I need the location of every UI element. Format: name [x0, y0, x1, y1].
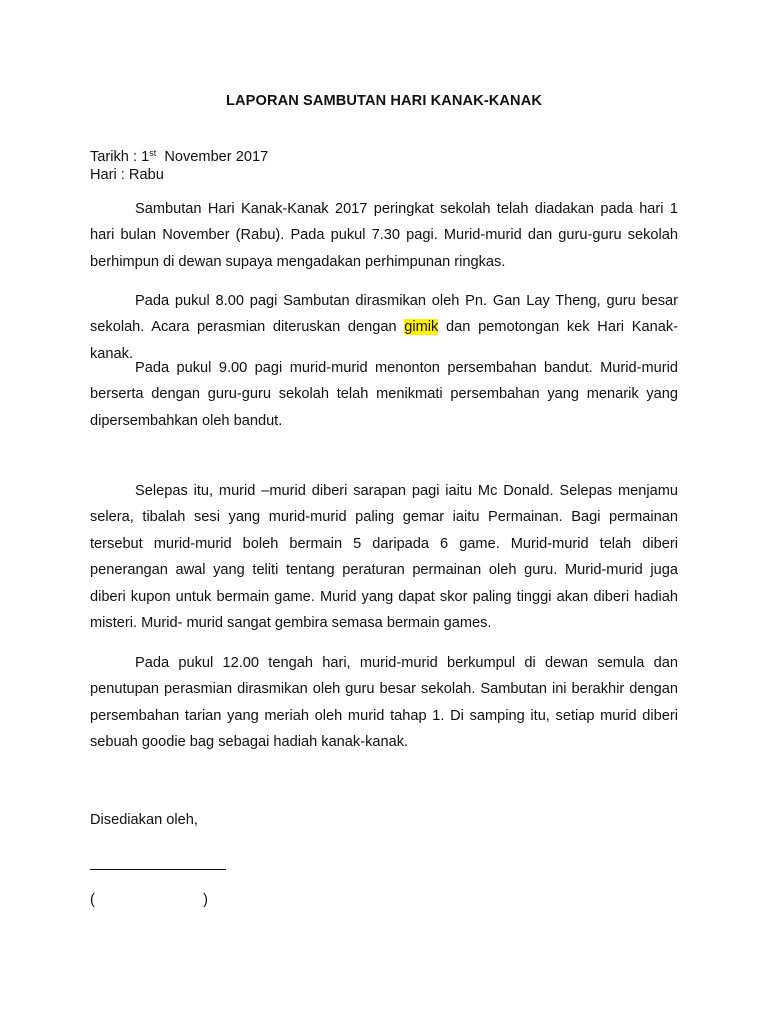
date-label: Tarikh : 1 [90, 149, 150, 165]
date-line [90, 148, 268, 166]
paragraph-5: Pada pukul 12.00 tengah hari, murid-murid berkumpul di dewan semula dan penutupan perasmian dirasmikan oleh guru besar sekolah. Sambutan ini berakhir dengan persembahan tarian yang meriah oleh murid tahap 1. Di samping itu, setiap murid diberi sebuah goodie bag sebagai hadiah kanak-kanak. [90, 655, 678, 751]
prepared-by-label: Disediakan oleh, [90, 812, 198, 828]
highlighted-word: gimik [404, 319, 439, 336]
paragraph-2-before: Pada pukul 8.00 pagi Sambutan dirasmikan oleh Pn. Gan Lay Theng, guru besar sekolah. Acara perasmian diteruskan dengan [90, 293, 678, 336]
date-rest: November 2017 [156, 149, 269, 165]
paren-close: ) [203, 892, 208, 908]
paren-open: ( [90, 892, 95, 908]
paragraph-3: Pada pukul 9.00 pagi murid-murid menonton persembahan bandut. Murid-murid berserta dengan guru-guru sekolah telah menikmati persembahan yang menarik yang dipersembahkan oleh bandut. [90, 360, 678, 429]
paragraph-2-after: dan pemotongan kek Hari Kanak-kanak. [90, 319, 678, 362]
paragraph-4: Selepas itu, murid –murid diberi sarapan pagi iaitu Mc Donald. Selepas menjamu selera, tibalah sesi yang murid-murid paling gemar iaitu Permainan. Bagi permainan tersebut murid-murid boleh bermain 5 daripada 6 game. Murid-murid telah diberi penerangan awal yang teliti tentang peraturan permainan oleh guru. Murid-murid juga diberi kupon untuk bermain game. Murid yang dapat skor paling tinggi akan diberi hadiah misteri. Murid- murid sangat gembira semasa bermain games. [90, 483, 678, 632]
document-meta [90, 148, 268, 184]
paragraph-1: Sambutan Hari Kanak-Kanak 2017 peringkat sekolah telah diadakan pada hari 1 hari bulan November (Rabu). Pada pukul 7.30 pagi. Murid-murid dan guru-guru sekolah berhimpun di dewan supaya mengadakan perhimpunan ringkas. [90, 201, 678, 270]
date-suffix: st [149, 148, 157, 158]
day-line: Hari : Rabu [90, 167, 164, 183]
document-title: LAPORAN SAMBUTAN HARI KANAK-KANAK [226, 93, 542, 109]
name-parentheses [90, 892, 208, 908]
signature-line [90, 855, 226, 870]
